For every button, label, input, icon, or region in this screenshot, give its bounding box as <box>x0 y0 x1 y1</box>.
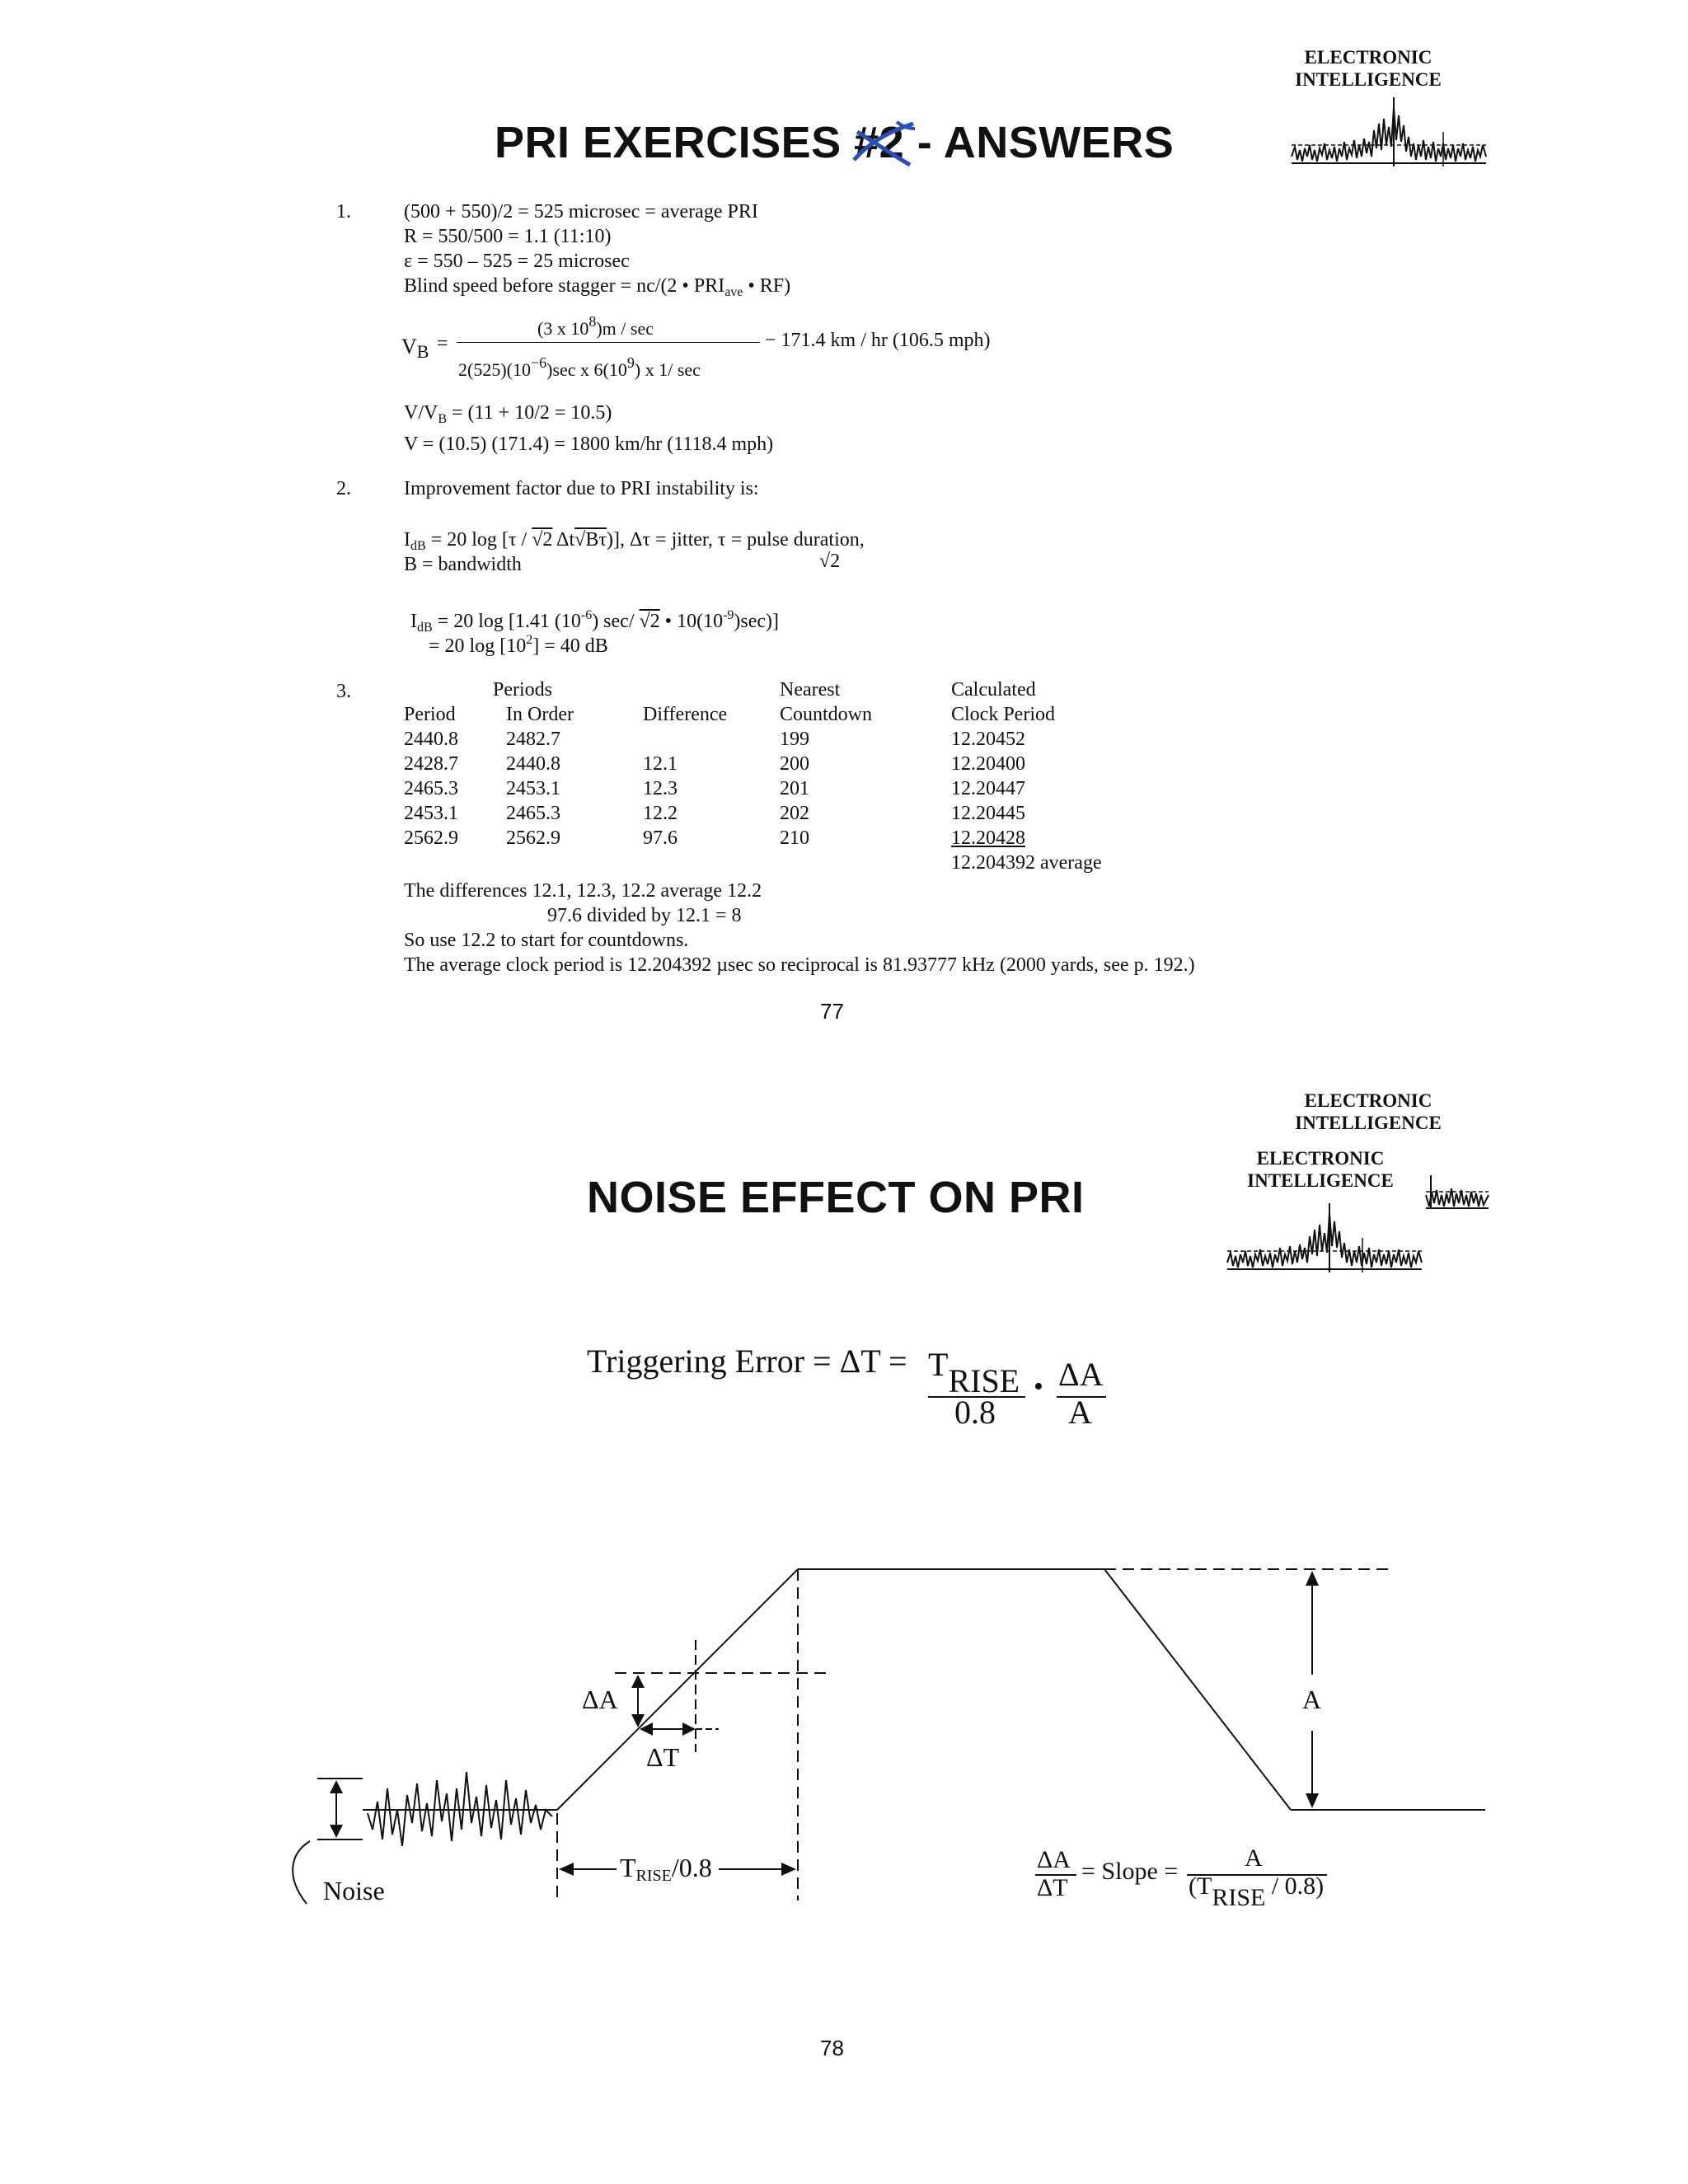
slope-right-numerator: A <box>1245 1844 1263 1872</box>
page-title: PRI EXERCISES #2 - ANSWERS <box>495 117 1174 168</box>
header-periods: Periods <box>493 679 552 701</box>
struck-text: #2 <box>854 117 904 168</box>
question-1-lines: (500 + 550)/2 = 525 microsec = average PRI R = 550/500 = 1.1 (11:10) ε = 550 – 525 = 25 microsec Blind speed before stagger = nc/(2 • $PRI_{ave}$ • RF) <box>404 199 790 305</box>
slope-denominator: ΔT <box>1037 1874 1068 1901</box>
arrowhead <box>1306 1793 1319 1808</box>
formula-fraction-1-bottom: 0.8 <box>954 1394 996 1431</box>
delta-a-label: ΔA <box>582 1685 618 1714</box>
note-line: So use 12.2 to start for countdowns. <box>404 930 689 951</box>
note-line: The average clock period is 12.204392 µsec so reciprocal is 81.93777 kHz (2000 yards, see p. 192.) <box>404 954 1195 976</box>
note-line: The differences 12.1, 12.3, 12.2 average 12.2 <box>404 880 762 902</box>
header-calculated: Calculated <box>951 679 1036 701</box>
formula-fraction-1-top: TRISE <box>928 1346 1020 1399</box>
sqrt-symbol: √Bτ <box>574 529 607 551</box>
page-number: 77 <box>820 999 844 1024</box>
header-in-order: In Order <box>506 704 574 725</box>
arrowhead <box>1306 1571 1319 1586</box>
header-period: Period <box>404 704 456 725</box>
section-title: NOISE EFFECT ON PRI <box>587 1173 1085 1222</box>
slope-numerator: ΔA <box>1037 1846 1071 1873</box>
sqrt-symbol: √2 <box>639 611 660 632</box>
clock-average: 12.204392 average <box>951 852 1102 874</box>
triggering-error-formula: Triggering Error = ΔT = <box>587 1343 907 1380</box>
noise-label: Noise <box>323 1876 385 1905</box>
ratio-lines: $V/V_B = (11 + 10/2 = 10.5)$ V = (10.5) (171.4) = 1800 km/hr (1118.4 mph) <box>404 402 774 455</box>
logo-text: ELECTRONIC INTELLIGENCE <box>1295 47 1442 90</box>
blind-speed-line: Blind speed before stagger = nc/(2 • $PRI_{ave}$ • RF) <box>404 275 791 299</box>
question-2-intro: Improvement factor due to PRI instability is: <box>404 478 759 499</box>
question-3-number: 3. <box>336 681 351 702</box>
arrowhead <box>631 1675 645 1688</box>
sqrt2-note: √2 <box>819 551 841 572</box>
vb-numerator: (3 x $10^8)m$ / sec <box>537 313 654 339</box>
noise-callout <box>293 1841 310 1904</box>
delta-t-label: ΔT <box>646 1742 680 1772</box>
bandwidth-line: B = bandwidth <box>404 554 522 575</box>
formula-fraction-2-bottom: A <box>1068 1394 1092 1431</box>
slope-right-denominator: (TRISE / 0.8) <box>1189 1872 1325 1911</box>
arrowhead <box>682 1722 696 1736</box>
question-2-number: 2. <box>336 478 351 499</box>
question-1-number: 1. <box>336 201 351 223</box>
arrowhead <box>781 1863 796 1876</box>
improvement-equation-3: = 20 $\log [10^2] = 40$ dB <box>429 633 608 657</box>
vb-denominator: $2(525)(10^{-6})\sec$ x $6(10^9)$ x 1/ sec <box>458 354 701 380</box>
formula-dot: • <box>1034 1371 1043 1402</box>
header-clock-period: Clock Period <box>951 704 1055 725</box>
header-difference: Difference <box>643 704 728 725</box>
vb-result: − 171.4 km / hr (106.5 mph) <box>765 330 991 351</box>
trise-label: $T_{RISE}/0.8$ <box>620 1853 712 1885</box>
formula-fraction-2-top: ΔA <box>1058 1356 1104 1393</box>
header-countdown: Countdown <box>780 704 873 725</box>
arrowhead <box>330 1780 343 1793</box>
page-number: 78 <box>820 2036 844 2060</box>
note-line: 97.6 divided by 12.1 = 8 <box>547 905 742 926</box>
vb-eq-sign: = <box>437 333 448 354</box>
logo-text: ELECTRONIC INTELLIGENCE <box>1247 1148 1394 1191</box>
header-nearest: Nearest <box>780 679 841 701</box>
amplitude-label: A <box>1302 1685 1322 1714</box>
vb-label: $V_B$ <box>401 335 429 362</box>
sqrt-symbol: √2 <box>532 529 553 551</box>
improvement-equation-1: $I_{dB} = 20$ log [τ / √2 Δt√Bτ)], Δτ = jitter, τ = pulse duration, <box>404 529 865 553</box>
logo-text: ELECTRONIC INTELLIGENCE <box>1295 1090 1442 1133</box>
arrowhead <box>330 1825 343 1838</box>
falling-edge <box>1104 1569 1291 1810</box>
arrowhead <box>559 1863 574 1876</box>
slope-middle: = Slope = <box>1081 1858 1179 1885</box>
improvement-equation-2: $I_{dB} = 20$ log [1.41 $(10^{-6})$ sec/ √2 • $10(10^{-9})\sec$)] <box>410 608 780 635</box>
